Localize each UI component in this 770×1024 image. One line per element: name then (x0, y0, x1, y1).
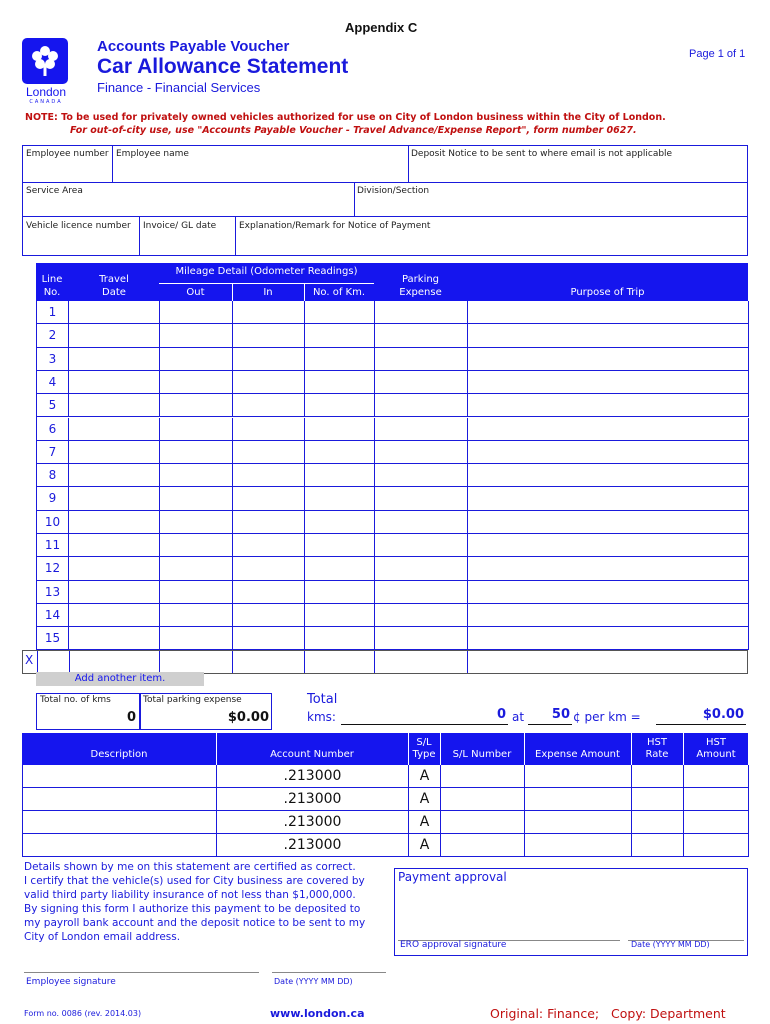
trip-cell[interactable] (305, 534, 375, 557)
account-cell[interactable] (23, 811, 217, 834)
col-hst-rate: HST (647, 737, 667, 748)
account-number-cell[interactable]: .213000 (217, 788, 409, 811)
trip-row (37, 534, 749, 557)
trip-cell[interactable] (233, 441, 305, 464)
trip-cell[interactable] (160, 394, 233, 417)
line-number: 5 (37, 394, 69, 417)
line-number: 1 (37, 301, 69, 324)
line-number: 13 (37, 581, 69, 604)
trip-cell[interactable] (305, 324, 375, 347)
account-cell[interactable] (684, 834, 749, 857)
rate-value: 50 (551, 707, 570, 722)
trip-row (37, 348, 749, 371)
trip-cell[interactable] (468, 301, 749, 324)
logo-sub: CANADA (29, 99, 63, 105)
trip-cell[interactable] (375, 324, 468, 347)
col-line: Line (41, 274, 63, 285)
note-line-2: For out-of-city use, use "Accounts Payable Voucher - Travel Advance/Expense Report", form number 0627. (70, 125, 637, 136)
line-number: 14 (37, 604, 69, 627)
trip-cell[interactable] (233, 394, 305, 417)
account-row (23, 765, 749, 788)
trip-cell[interactable] (160, 627, 233, 650)
trip-cell[interactable] (160, 604, 233, 627)
col-in: In (263, 287, 273, 298)
col-sl-type: S/L (416, 737, 432, 748)
trip-cell[interactable] (160, 534, 233, 557)
trip-cell[interactable] (468, 441, 749, 464)
total-parking-value: $0.00 (227, 710, 269, 725)
account-table-body (22, 765, 748, 857)
trip-cell[interactable] (233, 371, 305, 394)
trip-cell[interactable] (69, 324, 160, 347)
trip-row (37, 464, 749, 487)
certification-text (24, 860, 365, 944)
kms-label: kms: (307, 710, 336, 724)
sl-type-cell[interactable]: A (409, 788, 441, 811)
trip-table-body (36, 301, 748, 651)
trip-cell[interactable] (468, 604, 749, 627)
total-km-value: 0 (126, 710, 136, 725)
col-mileage-detail: Mileage Detail (Odometer Readings) (175, 266, 358, 277)
trip-cell[interactable] (233, 324, 305, 347)
trip-row (37, 324, 749, 347)
trip-cell[interactable] (305, 301, 375, 324)
col-parking-expense: Expense (399, 287, 442, 298)
delete-row-button[interactable]: X (25, 653, 34, 667)
trip-cell[interactable] (69, 581, 160, 604)
trip-cell[interactable] (468, 348, 749, 371)
trip-cell[interactable] (160, 301, 233, 324)
total-parking-label: Total parking expense (143, 695, 242, 705)
line-number: 7 (37, 441, 69, 464)
trip-cell[interactable] (69, 441, 160, 464)
line-number: 11 (37, 534, 69, 557)
trip-cell[interactable] (160, 348, 233, 371)
line-number: 8 (37, 464, 69, 487)
trip-cell[interactable] (69, 394, 160, 417)
employee-signature-field[interactable]: Employee signature (26, 977, 116, 987)
department-label: Finance - Financial Services (97, 80, 261, 95)
trip-cell[interactable] (375, 487, 468, 510)
trip-cell[interactable] (375, 301, 468, 324)
trip-cell[interactable] (305, 441, 375, 464)
trip-cell[interactable] (69, 418, 160, 441)
account-cell[interactable] (23, 834, 217, 857)
line-number: 12 (37, 557, 69, 580)
col-travel: Travel (99, 274, 129, 285)
trip-row (37, 394, 749, 417)
trip-cell[interactable] (69, 348, 160, 371)
col-travel-date: Date (102, 287, 126, 298)
col-account-number: Account Number (270, 749, 354, 760)
trip-cell[interactable] (160, 511, 233, 534)
account-row (23, 834, 749, 857)
trip-cell[interactable] (305, 464, 375, 487)
trip-row (37, 627, 749, 650)
account-cell[interactable] (684, 765, 749, 788)
trip-cell[interactable] (233, 348, 305, 371)
trip-cell[interactable] (160, 464, 233, 487)
col-line-no: No. (43, 287, 61, 298)
account-cell[interactable] (632, 834, 684, 857)
trip-cell[interactable] (468, 324, 749, 347)
trip-cell[interactable] (375, 511, 468, 534)
account-number-cell[interactable]: .213000 (217, 765, 409, 788)
trip-cell[interactable] (468, 511, 749, 534)
trip-cell[interactable] (233, 534, 305, 557)
trip-cell[interactable] (160, 324, 233, 347)
trip-cell[interactable] (375, 581, 468, 604)
voucher-heading: Accounts Payable Voucher (97, 38, 290, 55)
header-fields (22, 145, 748, 256)
trip-row (37, 301, 749, 324)
certification-line: By signing this form I authorize this payment to be deposited to (24, 903, 361, 915)
account-cell[interactable] (684, 811, 749, 834)
trip-cell[interactable] (233, 301, 305, 324)
note-line-1: NOTE: To be used for privately owned vehicles authorized for use on City of London business within the City of London. (25, 112, 666, 123)
service-area-field[interactable]: Service Area (26, 186, 83, 196)
trip-cell[interactable] (160, 371, 233, 394)
account-cell[interactable] (441, 811, 525, 834)
trip-cell[interactable] (69, 627, 160, 650)
trip-cell[interactable] (233, 627, 305, 650)
page-indicator: Page 1 of 1 (689, 48, 746, 60)
col-hst-amount-2: Amount (696, 749, 736, 760)
col-km: No. of Km. (312, 287, 366, 298)
col-hst-amount: HST (706, 737, 726, 748)
total-km-label: Total no. of kms (40, 695, 111, 705)
trip-row (37, 511, 749, 534)
trip-cell[interactable] (305, 581, 375, 604)
deposit-notice-field[interactable]: Deposit Notice to be sent to where email is not applicable (411, 149, 673, 159)
trip-cell[interactable] (305, 371, 375, 394)
trip-cell[interactable] (69, 511, 160, 534)
certification-line: my payroll bank account and the deposit notice to be sent to my (24, 917, 366, 929)
certification-line: valid third party liability insurance of not less than $1,000,000. (24, 889, 356, 901)
copy-distribution: Original: Finance; Copy: Department (490, 1006, 726, 1021)
trip-cell[interactable] (375, 418, 468, 441)
account-cell[interactable] (632, 811, 684, 834)
trip-cell[interactable] (69, 557, 160, 580)
trip-cell[interactable] (375, 441, 468, 464)
allowance-amount: $0.00 (702, 707, 744, 722)
trip-cell[interactable] (160, 487, 233, 510)
account-number-cell[interactable]: .213000 (217, 811, 409, 834)
division-field[interactable]: Division/Section (357, 186, 430, 196)
kms-value: 0 (496, 707, 506, 722)
account-cell[interactable] (441, 834, 525, 857)
account-cell[interactable] (525, 788, 632, 811)
trip-cell[interactable] (375, 394, 468, 417)
trip-cell[interactable] (468, 627, 749, 650)
certification-line: Details shown by me on this statement are certified as correct. (24, 861, 356, 873)
trip-cell[interactable] (468, 557, 749, 580)
trip-row (37, 418, 749, 441)
certification-line: I certify that the vehicle(s) used for City business are covered by (24, 875, 365, 887)
trip-cell[interactable] (233, 464, 305, 487)
trip-cell[interactable] (69, 301, 160, 324)
trip-cell[interactable] (160, 418, 233, 441)
line-number: 6 (37, 418, 69, 441)
add-item-button[interactable]: Add another item. (36, 672, 204, 686)
trip-cell[interactable] (375, 534, 468, 557)
trip-cell[interactable] (69, 534, 160, 557)
at-label: at (512, 710, 525, 724)
line-number: 9 (37, 487, 69, 510)
account-cell[interactable] (23, 788, 217, 811)
account-number-cell[interactable]: .213000 (217, 834, 409, 857)
new-item-row (22, 650, 748, 674)
trip-cell[interactable] (305, 348, 375, 371)
trip-cell[interactable] (233, 487, 305, 510)
account-cell[interactable] (684, 788, 749, 811)
col-sl-type-2: Type (412, 749, 436, 760)
col-out: Out (186, 287, 205, 298)
vehicle-licence-field[interactable]: Vehicle licence number (26, 221, 131, 231)
trip-cell[interactable] (375, 557, 468, 580)
trip-cell[interactable] (305, 394, 375, 417)
per-km-label: ¢ per km = (573, 710, 641, 724)
trip-cell[interactable] (468, 394, 749, 417)
account-cell[interactable] (23, 765, 217, 788)
logo-word: London (25, 85, 67, 99)
line-number: 4 (37, 371, 69, 394)
trip-cell[interactable] (233, 604, 305, 627)
trip-cell[interactable] (69, 464, 160, 487)
trip-cell[interactable] (233, 557, 305, 580)
line-number: 3 (37, 348, 69, 371)
trip-cell[interactable] (468, 418, 749, 441)
appendix-label: Appendix C (345, 20, 418, 35)
account-cell[interactable] (525, 765, 632, 788)
sl-type-cell[interactable]: A (409, 765, 441, 788)
trip-cell[interactable] (160, 557, 233, 580)
trip-cell[interactable] (160, 581, 233, 604)
payment-approval-title: Payment approval (398, 870, 507, 884)
trip-cell[interactable] (305, 487, 375, 510)
account-cell[interactable] (441, 765, 525, 788)
sl-type-cell[interactable]: A (409, 811, 441, 834)
ero-signature-field[interactable]: ERO approval signature (400, 940, 507, 950)
account-cell[interactable] (441, 788, 525, 811)
employee-name-field[interactable]: Employee name (116, 149, 189, 159)
form-number: Form no. 0086 (rev. 2014.03) (24, 1009, 142, 1018)
trip-table-header (36, 263, 748, 301)
trip-cell[interactable] (468, 371, 749, 394)
col-sl-number: S/L Number (452, 749, 512, 760)
line-number: 2 (37, 324, 69, 347)
trip-cell[interactable] (69, 604, 160, 627)
trip-row (37, 604, 749, 627)
website-link[interactable]: www.london.ca (270, 1007, 365, 1020)
trip-cell[interactable] (375, 604, 468, 627)
signature-date-field[interactable]: Date (YYYY MM DD) (274, 977, 353, 986)
trip-cell[interactable] (305, 627, 375, 650)
trip-row (37, 487, 749, 510)
city-logo (20, 38, 72, 104)
trip-row (37, 557, 749, 580)
trip-cell[interactable] (468, 464, 749, 487)
trip-row (37, 581, 749, 604)
line-number: 15 (37, 627, 69, 650)
trip-cell[interactable] (468, 581, 749, 604)
col-hst-rate-2: Rate (645, 749, 669, 760)
trip-cell[interactable] (160, 441, 233, 464)
col-purpose: Purpose of Trip (570, 287, 645, 298)
tree-icon (22, 38, 68, 84)
approval-date-field[interactable]: Date (YYYY MM DD) (631, 940, 710, 949)
account-row (23, 788, 749, 811)
trip-cell[interactable] (305, 604, 375, 627)
explanation-field[interactable]: Explanation/Remark for Notice of Payment (239, 221, 431, 231)
line-number: 10 (37, 511, 69, 534)
trip-row (37, 371, 749, 394)
account-cell[interactable] (632, 788, 684, 811)
trip-cell[interactable] (233, 418, 305, 441)
trip-cell[interactable] (375, 371, 468, 394)
total-label: Total (307, 692, 338, 707)
trip-row (37, 441, 749, 464)
account-cell[interactable] (632, 765, 684, 788)
trip-cell[interactable] (305, 418, 375, 441)
trip-cell[interactable] (233, 511, 305, 534)
trip-cell[interactable] (69, 371, 160, 394)
account-row (23, 811, 749, 834)
trip-cell[interactable] (375, 348, 468, 371)
sl-type-cell[interactable]: A (409, 834, 441, 857)
trip-cell[interactable] (375, 627, 468, 650)
account-table-header (22, 733, 748, 765)
employee-number-field[interactable]: Employee number (26, 149, 109, 159)
account-cell[interactable] (525, 811, 632, 834)
trip-cell[interactable] (305, 511, 375, 534)
page-title: Car Allowance Statement (97, 55, 349, 78)
trip-cell[interactable] (468, 487, 749, 510)
trip-cell[interactable] (233, 581, 305, 604)
col-description: Description (90, 749, 148, 760)
col-expense-amount: Expense Amount (535, 749, 620, 760)
trip-cell[interactable] (305, 557, 375, 580)
account-cell[interactable] (525, 834, 632, 857)
trip-cell[interactable] (69, 487, 160, 510)
trip-cell[interactable] (375, 464, 468, 487)
certification-line: City of London email address. (24, 931, 181, 943)
invoice-gl-date-field[interactable]: Invoice/ GL date (143, 221, 217, 231)
col-parking: Parking (401, 274, 440, 285)
trip-cell[interactable] (468, 534, 749, 557)
